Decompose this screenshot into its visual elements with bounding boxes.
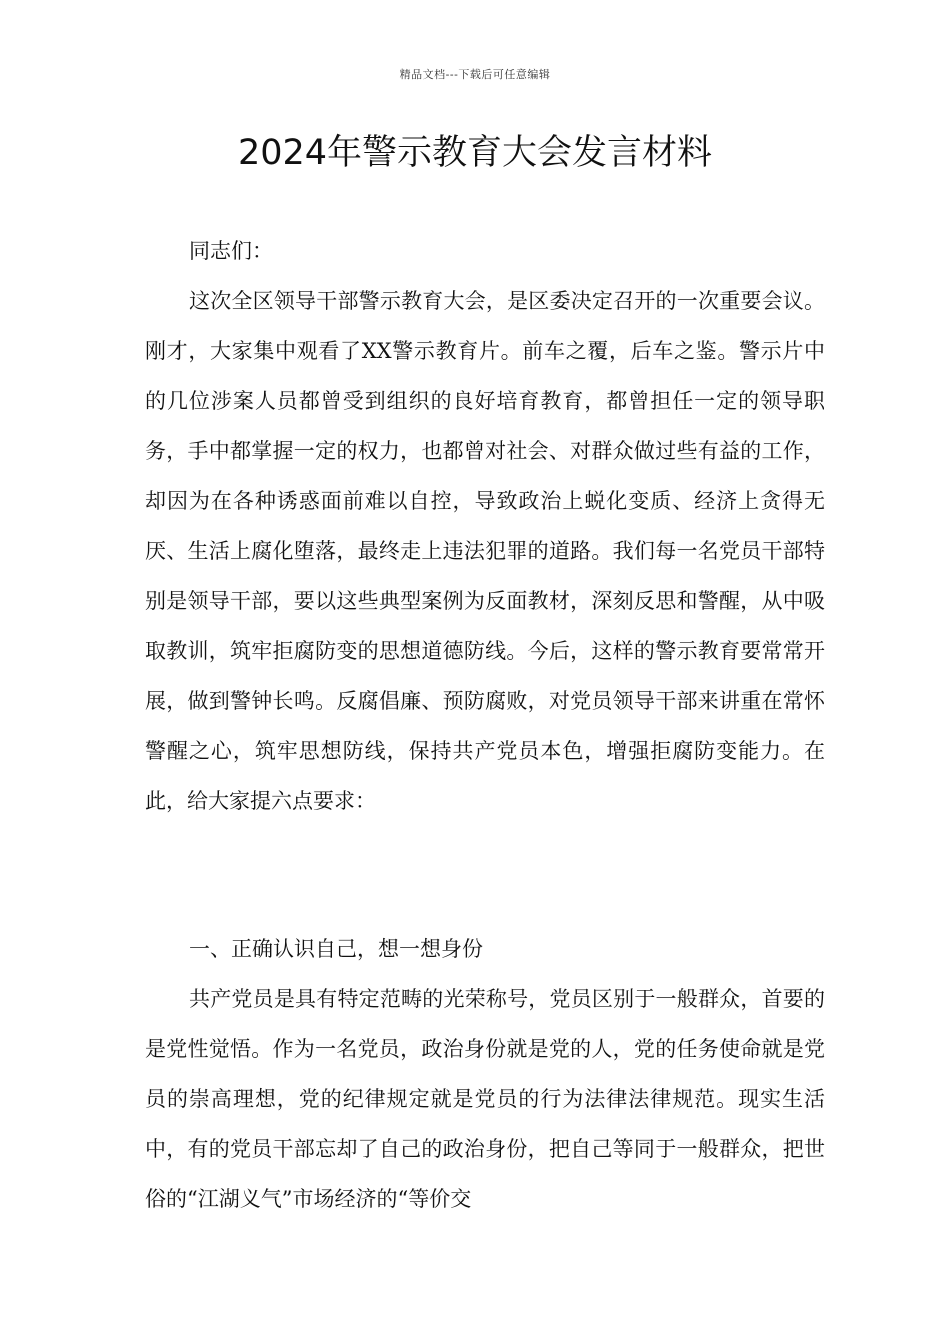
paragraph-intro: 这次全区领导干部警示教育大会，是区委决定召开的一次重要会议。刚才，大家集中观看了XX警示教育片。前车之覆，后车之鉴。警示片中的几位涉案人员都曾受到组织的良好培育教育，都曾担任一定的领导职务，手中都掌握一定的权力，也都曾对社会、对群众做过些有益的工作，却因为在各种诱惑面前难以自控，导致政治上蜕化变质、经济上贪得无厌、生活上腐化堕落，最终走上违法犯罪的道路。我们每一名党员干部特别是领导干部，要以这些典型案例为反面教材，深刻反思和警醒，从中吸取教训，筑牢拒腐防变的思想道德防线。今后，这样的警示教育要常常开展，做到警钟长鸣。反腐倡廉、预防腐败，对党员领导干部来讲重在常怀警醒之心，筑牢思想防线，保持共产党员本色，增强拒腐防变能力。在此，给大家提六点要求： [145,289,825,813]
document-title: 2024年警示教育大会发言材料 [237,133,713,173]
salutation: 同志们： [189,239,273,263]
section-heading-1: 一、正确认识自己，想一想身份 [189,937,483,961]
header-note: 精品文档---下载后可任意编辑 [399,68,551,81]
paragraph-section-1: 共产党员是具有特定范畴的光荣称号，党员区别于一般群众，首要的是党性觉悟。作为一名党员，政治身份就是党的人，党的任务使命就是党员的崇高理想，党的纪律规定就是党员的行为法律法律规范。现实生活中，有的党员干部忘却了自己的政治身份，把自己等同于一般群众，把世俗的“江湖义气”市场经济的“等价交 [145,987,825,1211]
